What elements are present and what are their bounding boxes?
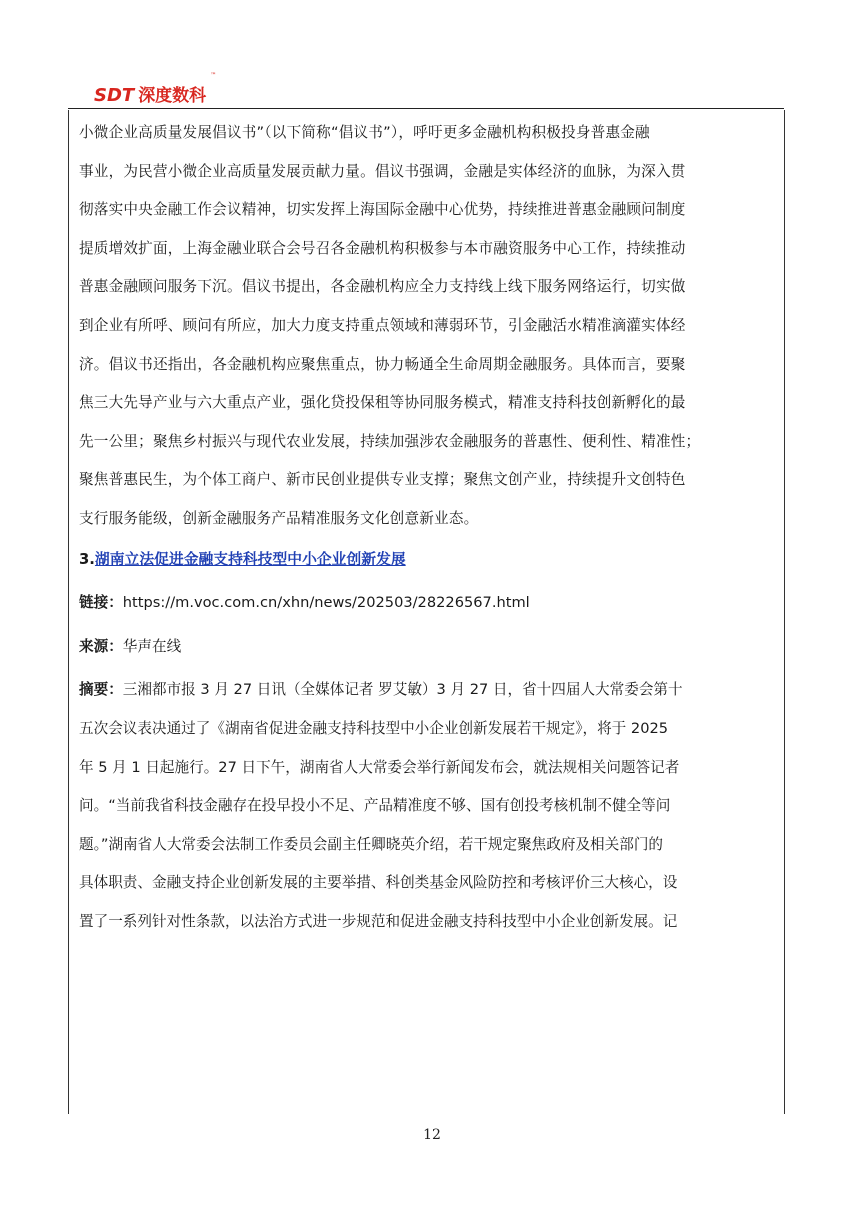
paragraph-line: 焦三大先导产业与六大重点产业，强化贷投保租等协同服务模式，精准支持科技创新孵化的最 <box>79 394 686 412</box>
summary-line: 五次会议表决通过了《湖南省促进金融支持科技型中小企业创新发展若干规定》，将于 2025 <box>79 719 669 737</box>
paragraph-line: 提质增效扩面，上海金融业联合会号召各金融机构积极参与本市融资服务中心工作，持续推动 <box>79 239 686 257</box>
article-heading <box>79 541 786 580</box>
summary-label: 摘要： <box>79 681 123 699</box>
article-source-row <box>79 628 786 667</box>
header-divider <box>68 108 784 109</box>
paragraph-line: 先一公里；聚焦乡村振兴与现代农业发展，持续加强涉农金融服务的普惠性、便利性、精准性； <box>79 432 701 450</box>
article-number: 3. <box>79 550 95 568</box>
summary-line <box>79 671 786 710</box>
article-link-row <box>79 584 786 623</box>
logo-trademark: ™ <box>210 72 217 79</box>
paragraph-line: 小微企业高质量发展倡议书”（以下简称“倡议书”），呼吁更多金融机构积极投身普惠金融 <box>79 124 650 141</box>
summary-line: 具体职责、金融支持企业创新发展的主要举措、科创类基金风险防控和考核评价三大核心，设 <box>79 874 678 892</box>
summary-line: 题。”湖南省人大常委会法制工作委员会副主任卿晓英介绍，若干规定聚焦政府及相关部门的 <box>79 835 664 853</box>
paragraph-line: 到企业有所呼、顾问有所应，加大力度支持重点领域和薄弱环节，引金融活水精准滴灌实体经 <box>79 316 686 334</box>
intro-paragraph <box>79 114 786 539</box>
paragraph-line: 支行服务能级，创新金融服务产品精准服务文化创意新业态。 <box>79 509 479 527</box>
article-title-link[interactable]: 湖南立法促进金融支持科技型中小企业创新发展 <box>94 550 406 568</box>
link-label: 链接： <box>79 594 123 612</box>
article-summary <box>79 671 786 941</box>
paragraph-line: 事业，为民营小微企业高质量发展贡献力量。倡议书强调，金融是实体经济的血脉，为深入贯 <box>79 162 686 180</box>
link-url[interactable]: https://m.voc.com.cn/xhn/news/202503/28226567.html <box>122 594 530 612</box>
page-number: 12 <box>423 1127 441 1143</box>
source-value: 华声在线 <box>122 637 182 655</box>
page-content <box>79 114 786 941</box>
paragraph-line: 济。倡议书还指出，各金融机构应聚焦重点，协力畅通全生命周期金融服务。具体而言，要聚 <box>79 355 686 373</box>
paragraph-line: 聚焦普惠民生，为个体工商户、新市民创业提供专业支撑；聚焦文创产业，持续提升文创特色 <box>79 471 686 489</box>
logo-brand-chinese: 深度数科 <box>138 86 207 106</box>
summary-line: 年 5 月 1 日起施行。27 日下午，湖南省人大常委会举行新闻发布会，就法规相关问题答记者 <box>79 758 680 776</box>
source-label: 来源： <box>79 637 123 655</box>
summary-text: 三湘都市报 3 月 27 日讯（全媒体记者 罗艾敏）3 月 27 日，省十四届人大常委会第十 <box>122 681 683 699</box>
paragraph-line: 普惠金融顾问服务下沉。倡议书提出，各金融机构应全力支持线上线下服务网络运行，切实做 <box>79 278 686 296</box>
summary-line: 置了一系列针对性条款，以法治方式进一步规范和促进金融支持科技型中小企业创新发展。记 <box>79 912 678 930</box>
sdt-logo <box>94 66 216 106</box>
paragraph-line: 彻落实中央金融工作会议精神，切实发挥上海国际金融中心优势，持续推进普惠金融顾问制度 <box>79 201 686 219</box>
summary-line: 问。“当前我省科技金融存在投早投小不足、产品精准度不够、国有创投考核机制不健全等问 <box>79 797 671 815</box>
logo-brand-latin: SDT <box>94 85 135 106</box>
